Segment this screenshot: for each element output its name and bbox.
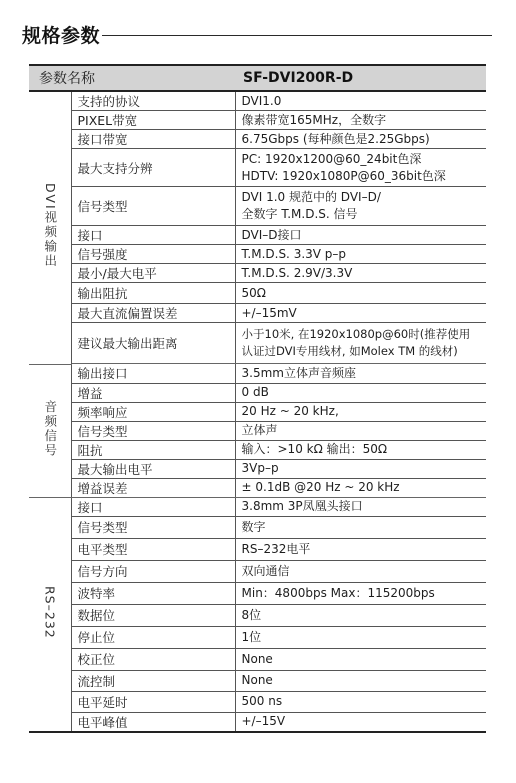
param-name: 输出接口	[71, 364, 235, 383]
table-row	[29, 712, 486, 732]
table-row	[29, 283, 486, 304]
param-value-line: DVI 1.0 规范中的 DVI–D/	[241, 190, 381, 204]
table-row	[29, 626, 486, 648]
param-value: 立体声	[235, 421, 486, 440]
param-name: 频率响应	[71, 402, 235, 421]
param-value: 输入：>10 kΩ 输出：50Ω	[235, 440, 486, 459]
param-name: 停止位	[71, 626, 235, 648]
table-row	[29, 604, 486, 626]
table-row	[29, 459, 486, 478]
param-value: 像素带宽165MHz，全数字	[235, 111, 486, 130]
spec-table	[29, 64, 486, 733]
param-value-line: PC: 1920x1200@60_24bit色深	[241, 151, 422, 166]
param-value: ± 0.1dB @20 Hz ~ 20 kHz	[235, 478, 486, 497]
param-name: 电平峰值	[71, 712, 235, 732]
heading-divider	[102, 35, 492, 36]
param-value: 6.75Gbps (每种颜色是2.25Gbps)	[235, 130, 486, 149]
section-title: 规格参数	[22, 24, 101, 47]
table-row	[29, 226, 486, 245]
param-value: 20 Hz ~ 20 kHz,	[235, 402, 486, 421]
group-label-rs232: RS–232	[42, 585, 58, 639]
group-label-cell	[29, 364, 71, 497]
param-value: 500 ns	[235, 691, 486, 712]
param-value-line: HDTV: 1920x1080P@60_36bit色深	[241, 168, 446, 183]
param-name: PIXEL带宽	[71, 111, 235, 130]
table-header-row	[29, 65, 486, 91]
param-value-line: 小于10米, 在1920x1080p@60时(推荐使用	[241, 327, 471, 341]
table-row	[29, 130, 486, 149]
param-name: 信号强度	[71, 245, 235, 264]
table-row	[29, 402, 486, 421]
param-name: 接口	[71, 226, 235, 245]
table-row	[29, 421, 486, 440]
table-row	[29, 383, 486, 402]
param-value	[235, 187, 486, 226]
table-row	[29, 516, 486, 538]
param-name: 最大输出电平	[71, 459, 235, 478]
table-row	[29, 560, 486, 582]
table-row	[29, 323, 486, 364]
param-name: 输出阻抗	[71, 283, 235, 304]
header-param-name: 参数名称	[29, 65, 235, 91]
param-name: 最大支持分辨	[71, 149, 235, 187]
param-value: 双向通信	[235, 560, 486, 582]
param-name: 支持的协议	[71, 91, 235, 111]
table-row	[29, 497, 486, 516]
table-row	[29, 478, 486, 497]
param-value: T.M.D.S. 2.9V/3.3V	[235, 264, 486, 283]
param-name: 电平延时	[71, 691, 235, 712]
table-row	[29, 149, 486, 187]
table-row	[29, 648, 486, 670]
table-row	[29, 582, 486, 604]
param-name: 波特率	[71, 582, 235, 604]
table-row	[29, 670, 486, 691]
param-value: T.M.D.S. 3.3V p–p	[235, 245, 486, 264]
table-row	[29, 91, 486, 111]
param-name: 信号方向	[71, 560, 235, 582]
section-heading	[22, 20, 492, 48]
table-row	[29, 364, 486, 383]
param-value: 0 dB	[235, 383, 486, 402]
header-model: SF-DVI200R-D	[235, 65, 486, 91]
group-label-cell	[29, 91, 71, 364]
param-name: 阻抗	[71, 440, 235, 459]
param-value-line: 认证过DVI专用线材, 如Molex TM 的线材)	[241, 344, 458, 358]
table-row	[29, 245, 486, 264]
param-name: 流控制	[71, 670, 235, 691]
param-value: DVI1.0	[235, 91, 486, 111]
group-label-cell	[29, 497, 71, 732]
param-name: 增益误差	[71, 478, 235, 497]
param-name: 电平类型	[71, 538, 235, 560]
param-name: 信号类型	[71, 187, 235, 226]
param-name: 数据位	[71, 604, 235, 626]
table-row	[29, 187, 486, 226]
param-value: DVI–D接口	[235, 226, 486, 245]
table-row	[29, 111, 486, 130]
group-label-audio: 音频信号	[42, 399, 58, 458]
param-value: None	[235, 670, 486, 691]
param-value: 3.5mm立体声音频座	[235, 364, 486, 383]
param-name: 接口带宽	[71, 130, 235, 149]
param-value	[235, 149, 486, 187]
param-name: 最小/最大电平	[71, 264, 235, 283]
param-value: 3Vp–p	[235, 459, 486, 478]
table-row	[29, 304, 486, 323]
param-name: 信号类型	[71, 516, 235, 538]
param-name: 接口	[71, 497, 235, 516]
table-row	[29, 264, 486, 283]
param-name: 增益	[71, 383, 235, 402]
table-row	[29, 440, 486, 459]
param-value: RS–232电平	[235, 538, 486, 560]
param-value: 数字	[235, 516, 486, 538]
param-name: 建议最大输出距离	[71, 323, 235, 364]
param-name: 信号类型	[71, 421, 235, 440]
param-value: +/–15mV	[235, 304, 486, 323]
param-value: None	[235, 648, 486, 670]
param-name: 最大直流偏置误差	[71, 304, 235, 323]
param-value: 1位	[235, 626, 486, 648]
group-label-dvi: DVI视频输出	[42, 182, 58, 269]
param-value-line: 全数字 T.M.D.S. 信号	[241, 207, 358, 221]
param-value	[235, 323, 486, 364]
param-value: +/–15V	[235, 712, 486, 732]
param-value: 8位	[235, 604, 486, 626]
table-row	[29, 538, 486, 560]
param-value: 3.8mm 3P凤凰头接口	[235, 497, 486, 516]
param-value: 50Ω	[235, 283, 486, 304]
param-name: 校正位	[71, 648, 235, 670]
table-row	[29, 691, 486, 712]
param-value: Min：4800bps Max：115200bps	[235, 582, 486, 604]
